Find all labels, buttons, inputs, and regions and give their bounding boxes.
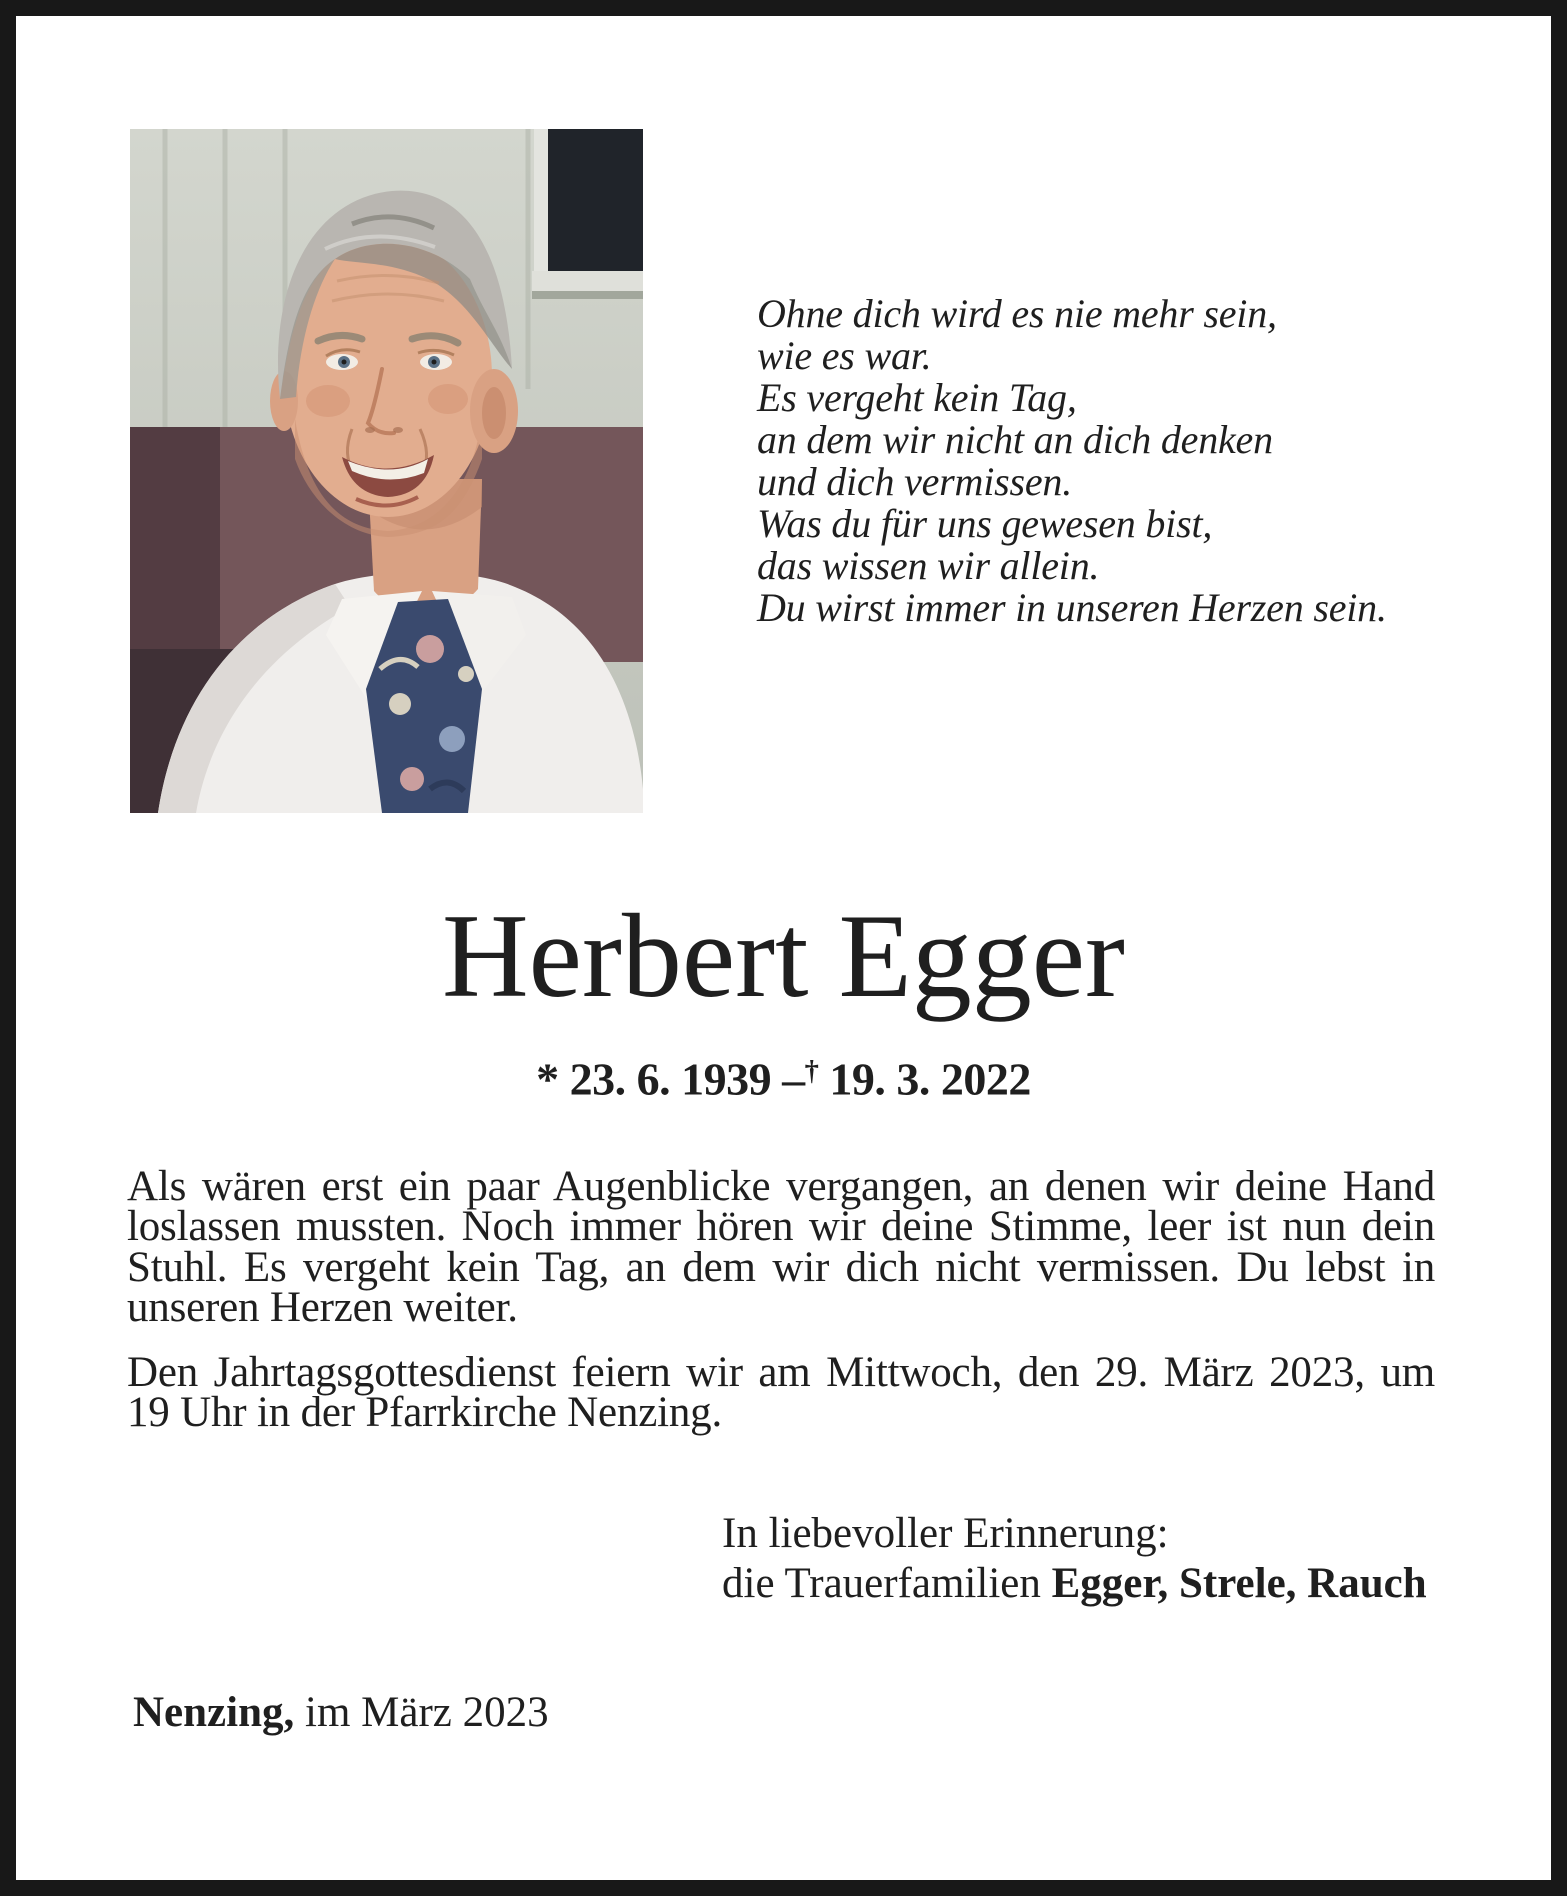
closing-date: im März 2023: [294, 1689, 549, 1736]
death-dagger-icon: †: [804, 1056, 819, 1087]
remembrance-block: [722, 1509, 1427, 1609]
photo-window: [532, 129, 643, 299]
life-dates: [0, 1047, 1567, 1104]
memorial-poem: [757, 293, 1387, 629]
poem-line: wie es war.: [757, 333, 932, 378]
service-announcement: Den Jahrtagsgottesdienst feiern wir am Mittwoch, den 29. März 2023, um 19 Uhr in der Pfarrkirche Nenzing.: [127, 1349, 1435, 1437]
poem-line: an dem wir nicht an dich denken: [757, 417, 1273, 462]
obituary-paragraph: Als wären erst ein paar Augenblicke vergangen, an denen wir deine Hand loslassen mussten. Noch immer hören wir deine Stimme, leer ist nun dein Stuhl. Es vergeht kein Tag, an dem wir dich nicht vermissen. Du lebst in unseren Herzen weiter.: [127, 1163, 1435, 1331]
remembrance-intro: In liebevoller Erinnerung:: [722, 1510, 1169, 1557]
closing-place-date: [133, 1688, 549, 1738]
families-prefix: die Trauerfamilien: [722, 1560, 1052, 1607]
portrait-photo-graphic: [130, 129, 643, 813]
poem-line: und dich vermissen.: [757, 459, 1073, 504]
deceased-name: Herbert Egger: [442, 889, 1125, 1022]
poem-line: Ohne dich wird es nie mehr sein,: [757, 291, 1277, 336]
closing-place: Nenzing,: [133, 1689, 295, 1736]
poem-line: Du wirst immer in unseren Herzen sein.: [757, 585, 1387, 630]
poem-line: Es vergeht kein Tag,: [757, 375, 1077, 420]
poem-line: das wissen wir allein.: [757, 543, 1100, 588]
portrait-photo: [130, 129, 643, 813]
remembrance-families: [722, 1559, 1427, 1609]
poem-line: Was du für uns gewesen bist,: [757, 501, 1213, 546]
birth-date: * 23. 6. 1939 –: [536, 1053, 805, 1105]
death-date: 19. 3. 2022: [818, 1053, 1031, 1105]
family-names: Egger, Strele, Rauch: [1051, 1560, 1427, 1607]
